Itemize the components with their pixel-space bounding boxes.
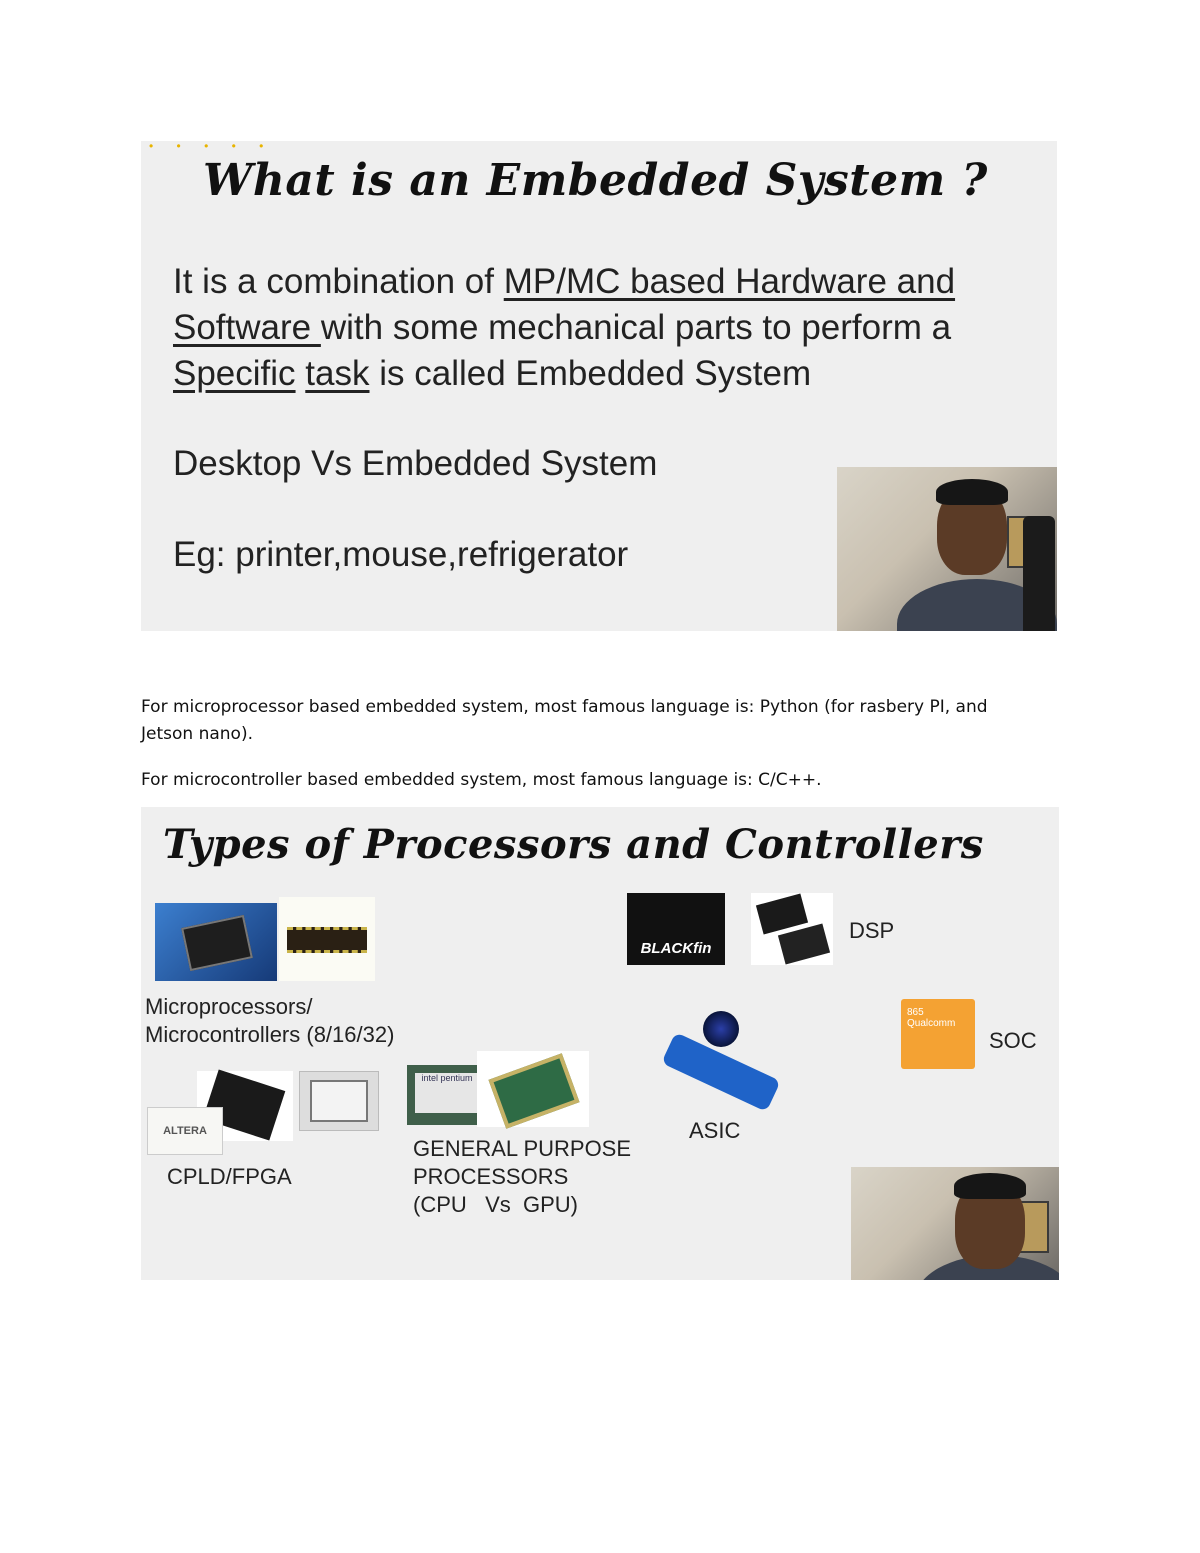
label-line: (CPU Vs GPU) [413, 1192, 579, 1217]
label-line: GENERAL PURPOSE [413, 1136, 632, 1161]
cpld-chip-image [299, 1071, 379, 1131]
presenter-video-thumbnail [851, 1167, 1059, 1280]
decorative-dots: • • • • • [149, 139, 274, 153]
snapdragon-soc-image [901, 999, 975, 1069]
ti-dsp-chips-image [751, 893, 833, 965]
altera-chip-image: ALTERA [147, 1107, 223, 1155]
microphone-icon [1023, 516, 1055, 631]
definition-part: It is a combination of [173, 262, 504, 301]
label-line: Microcontrollers (8/16/32) [145, 1022, 395, 1047]
label-asic: ASIC [689, 1118, 741, 1143]
paragraph-microcontroller: For microcontroller based embedded system, most famous language is: C/C++. [141, 770, 822, 790]
definition-underlined: Specific [173, 354, 296, 393]
presenter-hair [954, 1173, 1026, 1199]
microcontroller-chips-image [155, 903, 277, 981]
slide-title: What is an Embedded System ? [203, 155, 988, 206]
label-general-purpose [413, 1135, 631, 1219]
slide-processor-types [141, 807, 1059, 1280]
label-cpld-fpga: CPLD/FPGA [167, 1164, 292, 1189]
label-microprocessors [145, 993, 394, 1049]
definition-part: with some mechanical parts to perform a [320, 308, 952, 347]
definition-part: is called Embedded System [369, 354, 812, 393]
examples-line: Eg: printer,mouse,refrigerator [173, 535, 629, 574]
label-soc: SOC [989, 1028, 1037, 1053]
label-line: PROCESSORS [413, 1164, 569, 1189]
definition-underlined: MP/MC based Hardware and Software [173, 262, 956, 347]
desktop-vs-embedded: Desktop Vs Embedded System [173, 444, 658, 483]
intel-pentium-image [407, 1065, 487, 1125]
presenter-hair [936, 479, 1008, 505]
slide-embedded-system [141, 141, 1057, 631]
definition-text [173, 259, 1053, 397]
presenter-video-thumbnail [837, 467, 1057, 631]
slide-title: Types of Processors and Controllers [163, 821, 984, 868]
dip-chip-image [279, 897, 375, 981]
intel-processor-image [477, 1051, 589, 1127]
label-line: Microprocessors/ [145, 994, 313, 1019]
paragraph-microprocessor: For microprocessor based embedded system, most famous language is: Python (for rasbery PI, and Jetson nano). [141, 697, 988, 744]
label-dsp: DSP [849, 918, 895, 943]
blackfin-dsp-image: BLACKfin [627, 893, 725, 965]
definition-space [296, 354, 306, 393]
definition-underlined: task [305, 354, 370, 393]
asic-usb-device-image [653, 1005, 801, 1115]
